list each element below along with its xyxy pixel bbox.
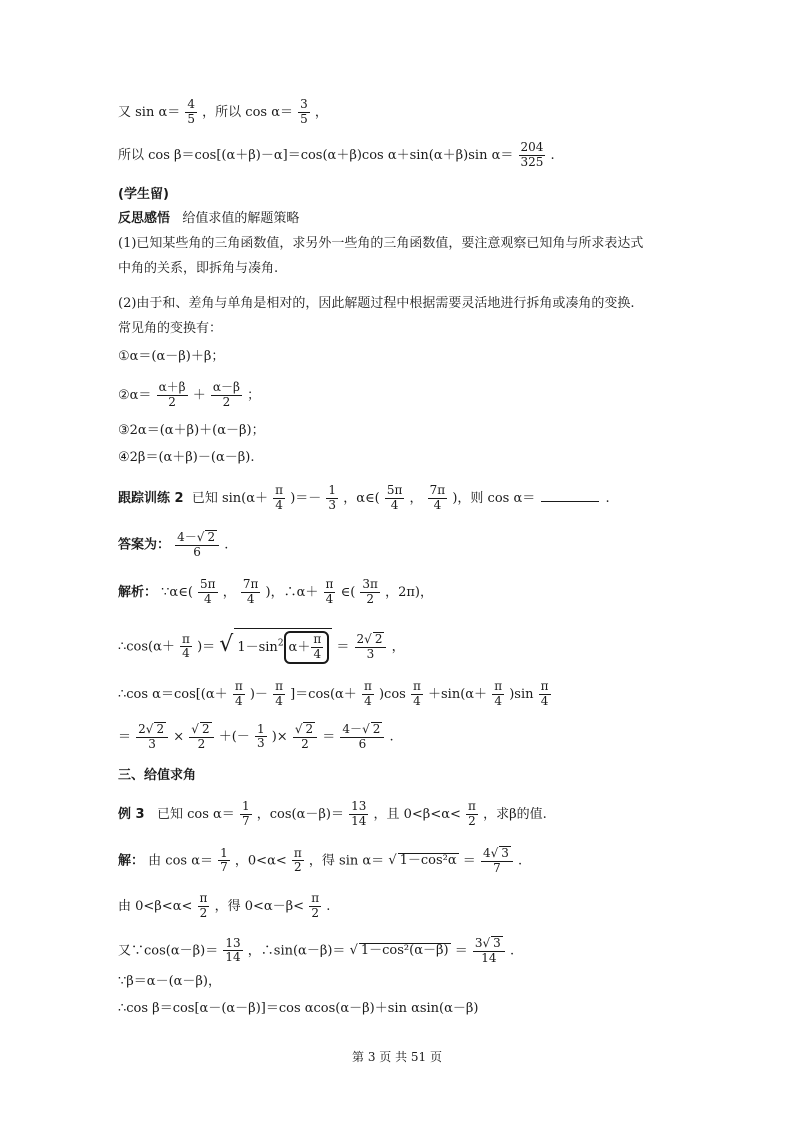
text-line: 又∵cos(α－β)＝ $\frac{13}{14}$ ，∴sin(α－β)＝ √ 1－cos²(α－β) ＝ $\frac{3√ 3}{14}$ .: [118, 935, 515, 965]
text-line: ①α＝(α－β)＋β；: [118, 349, 225, 364]
fraction: $\frac{4-√ 2}{6}$: [340, 722, 384, 752]
text-line: 中角的关系，即拆角与凑角.: [118, 261, 279, 276]
fraction: $\frac{\alpha+\beta}{2}$: [158, 380, 186, 409]
fraction: $\frac{7\pi}{4}$: [242, 577, 259, 606]
fraction: $\frac{5\pi}{4}$: [200, 577, 216, 606]
answer-line: 答案为： $\frac{4-√ 2}{6}$ .: [118, 530, 229, 559]
radical: √ $1-\sin^2$ α＋ $\frac{\pi}{4}$: [219, 628, 332, 666]
fraction: $\frac{\pi}{2}$: [311, 891, 320, 920]
fraction: $\frac{\pi}{2}$: [199, 891, 208, 920]
practice-question: 跟踪训练 2 已知 sin(α＋ $\frac{\pi}{4}$ )＝－ $\frac{1}{3}$ ，α∈( $\frac{5\pi}{4}$ ， $\frac{7\pi}{4}$ )，则 cos α＝ .: [118, 483, 610, 512]
text-line: ②α＝ $\frac{\alpha+\beta}{2}$ ＋ $\frac{\alpha-\beta}{2}$ ；: [118, 380, 261, 409]
fraction: $\frac{3}{5}$: [300, 97, 308, 126]
example-question: 例 3 已知 cos α＝ $\frac{1}{7}$ ，cos(α－β)＝ $\frac{13}{14}$ ，且 0<β<α< $\frac{\pi}{2}$ ，求β的值.: [118, 799, 547, 828]
bracketed-term: α＋ $\frac{\pi}{4}$: [284, 631, 330, 664]
fraction: $\frac{\pi}{4}$: [412, 679, 421, 708]
fraction: $\frac{13}{14}$: [351, 799, 367, 828]
text-line: ∵β＝α－(α－β)，: [118, 974, 222, 989]
text-line: 由 0<β<α< $\frac{\pi}{2}$ ，得 0<α－β< $\frac{\pi}{2}$ .: [118, 891, 331, 920]
section-note: (学生留): [118, 187, 169, 202]
fraction: $\frac{5\pi}{4}$: [386, 483, 403, 512]
fraction: $\frac{1}{3}$: [328, 483, 337, 512]
fraction: $\frac{4}{5}$: [187, 97, 196, 126]
fraction: $\frac{\pi}{2}$: [468, 799, 476, 828]
section-heading: 三、给值求角: [118, 768, 197, 783]
fraction: $\frac{\pi}{4}$: [494, 679, 503, 708]
text-line: (1)已知某些角的三角函数值，求另外一些角的三角函数值，要注意观察已知角与所求表达式: [118, 236, 644, 251]
fraction: $\frac{\pi}{4}$: [182, 631, 190, 661]
fraction: $\frac{3√ 3}{14}$: [473, 936, 505, 966]
fraction: $\frac{4-√ 2}{6}$: [175, 530, 219, 560]
fraction: $\frac{1}{7}$: [220, 845, 228, 875]
fraction: $\frac{13}{14}$: [225, 935, 241, 965]
fraction: $\frac{√ 2}{2}$: [189, 722, 213, 752]
fraction: $\frac{\pi}{4}$: [234, 679, 243, 708]
fraction: $\frac{\pi}{4}$: [540, 679, 549, 708]
fraction: $\frac{2√ 2}{3}$: [355, 632, 387, 662]
fraction: $\frac{\alpha-\beta}{2}$: [212, 380, 240, 409]
text-line: (2)由于和、差角与单角是相对的，因此解题过程中根据需要灵活地进行拆角或凑角的变换.: [118, 296, 635, 311]
answer-blank: [541, 501, 599, 502]
text-line: ∴cos(α＋ $\frac{\pi}{4}$ )＝ √ $1-\sin^2$ α＋ $\frac{\pi}{4}$ ＝ $\frac{2√ 2}{3}$ ，: [118, 628, 405, 666]
fraction: $\frac{\pi}{4}$: [325, 577, 334, 606]
text-line: ④2β＝(α＋β)－(α－β).: [118, 450, 255, 465]
fraction: $\frac{3\pi}{2}$: [362, 577, 378, 606]
fraction: $\frac{\pi}{4}$: [313, 632, 322, 661]
text-line: ∴cos α＝cos[(α＋ $\frac{\pi}{4}$ )－ $\frac{\pi}{4}$ ]＝cos(α＋ $\frac{\pi}{4}$ )cos $\frac{\pi}{4}$ ＋sin(α＋ $\frac{\pi}{4}$ )sin $\frac{\pi}{4}$: [118, 679, 549, 708]
text-line: 所以 cos β＝cos[(α＋β)－α]＝cos(α＋β)cos α＋sin(α＋β)sin α＝ $\frac{204}{325}$ .: [118, 140, 555, 169]
page-footer: 第 3 页 共 51 页: [352, 1050, 442, 1064]
fraction: $\frac{7\pi}{4}$: [429, 483, 446, 512]
fraction: $\frac{\pi}{4}$: [275, 483, 284, 512]
fraction: $\frac{2√ 2}{3}$: [136, 722, 168, 752]
text-line: ∴cos β＝cos[α－(α－β)]＝cos αcos(α－β)＋sin αsin(α－β): [118, 1001, 479, 1016]
text-line: ＝ $\frac{2√ 2}{3}$ × $\frac{√ 2}{2}$ ＋(－ $\frac{1}{3}$ )× $\frac{√ 2}{2}$ ＝ $\frac{4-√ 2}{6}$ .: [118, 721, 394, 751]
fraction: $\frac{204}{325}$: [520, 140, 544, 169]
analysis-line: 解析： ∵α∈( $\frac{5\pi}{4}$ ， $\frac{7\pi}{4}$ )，∴α＋ $\frac{\pi}{4}$ ∈( $\frac{3\pi}{2}$ ，2π)，: [118, 577, 433, 606]
fraction: $\frac{1}{7}$: [241, 799, 250, 828]
reflection-heading: 反思感悟 给值求值的解题策略: [118, 211, 300, 226]
fraction: $\frac{\pi}{4}$: [275, 679, 283, 708]
text-line: 常见角的变换有：: [118, 321, 223, 336]
text-line: 又 sin α＝ $\frac{4}{5}$ ，所以 cos α＝ $\frac{3}{5}$ ，: [118, 97, 328, 126]
fraction: $\frac{1}{3}$: [256, 721, 265, 751]
text-line: ③2α＝(α＋β)＋(α－β)；: [118, 423, 265, 438]
fraction: $\frac{\pi}{2}$: [293, 845, 302, 875]
fraction: $\frac{\pi}{4}$: [363, 679, 372, 708]
fraction: $\frac{4√ 3}{7}$: [481, 846, 513, 876]
fraction: $\frac{√ 2}{2}$: [293, 722, 317, 752]
solution-line: 解： 由 cos α＝ $\frac{1}{7}$ ，0<α< $\frac{\pi}{2}$ ，得 sin α＝ √ 1－cos²α ＝ $\frac{4√ 3}{7}$ .: [118, 845, 523, 875]
